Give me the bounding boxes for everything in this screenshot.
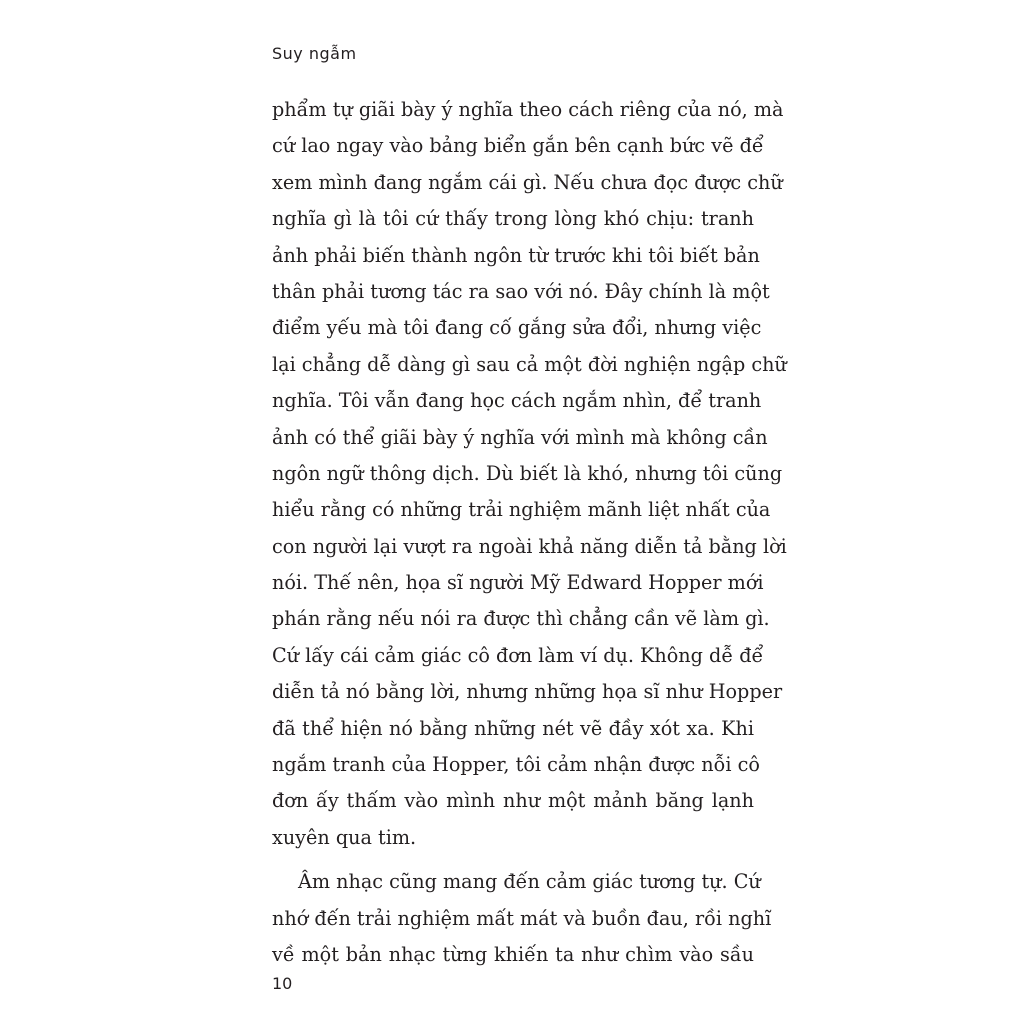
text-line: đã thể hiện nó bằng những nét vẽ đầy xót xa. Khi — [272, 716, 754, 740]
text-line: điểm yếu mà tôi đang cố gắng sửa đổi, nhưng việc — [272, 316, 762, 340]
text-line: nghĩa gì là tôi cứ thấy trong lòng khó chịu: tranh — [272, 207, 754, 231]
paragraph — [272, 92, 787, 856]
text-line: ngôn ngữ thông dịch. Dù biết là khó, nhưng tôi cũng — [272, 461, 783, 485]
text-line: cứ lao ngay vào bảng biển gắn bên cạnh bức vẽ để — [272, 134, 764, 158]
paragraph — [272, 864, 772, 973]
text-line: ảnh phải biến thành ngôn từ trước khi tôi biết bản — [272, 243, 760, 267]
text-line: diễn tả nó bằng lời, nhưng những họa sĩ như Hopper — [272, 680, 783, 704]
text-line: thân phải tương tác ra sao với nó. Đây chính là một — [272, 279, 770, 303]
text-line: lại chẳng dễ dàng gì sau cả một đời nghiện ngập chữ — [272, 352, 787, 376]
text-line: phẩm tự giãi bày ý nghĩa theo cách riêng của nó, mà — [272, 98, 784, 121]
page-number: 10 — [272, 974, 293, 993]
text-line: phán rằng nếu nói ra được thì chẳng cần vẽ làm gì. — [272, 607, 770, 631]
text-line: hiểu rằng có những trải nghiệm mãnh liệt nhất của — [272, 498, 771, 522]
text-line: xuyên qua tim. — [272, 825, 417, 849]
paragraph-gap — [272, 856, 754, 864]
text-line: nghĩa. Tôi vẫn đang học cách ngắm nhìn, để tranh — [272, 389, 762, 413]
text-line: Cứ lấy cái cảm giác cô đơn làm ví dụ. Không dễ để — [272, 643, 764, 667]
body-text — [272, 92, 787, 973]
text-line: Âm nhạc cũng mang đến cảm giác tương tự. Cứ — [298, 870, 761, 894]
text-line: nhớ đến trải nghiệm mất mát và buồn đau, rồi nghĩ — [272, 906, 772, 930]
text-line: nói. Thế nên, họa sĩ người Mỹ Edward Hopper mới — [272, 571, 764, 595]
text-line: ảnh có thể giãi bày ý nghĩa với mình mà không cần — [272, 425, 768, 449]
text-line: xem mình đang ngắm cái gì. Nếu chưa đọc được chữ — [272, 170, 783, 194]
text-line: ngắm tranh của Hopper, tôi cảm nhận được nỗi cô — [272, 753, 760, 777]
text-line: về một bản nhạc từng khiến ta như chìm vào sầu — [272, 942, 754, 966]
text-line: con người lại vượt ra ngoài khả năng diễn tả bằng lời — [272, 534, 787, 558]
text-line: đơn ấy thấm vào mình như một mảnh băng lạnh — [272, 789, 754, 813]
running-header: Suy ngẫm — [272, 44, 357, 63]
